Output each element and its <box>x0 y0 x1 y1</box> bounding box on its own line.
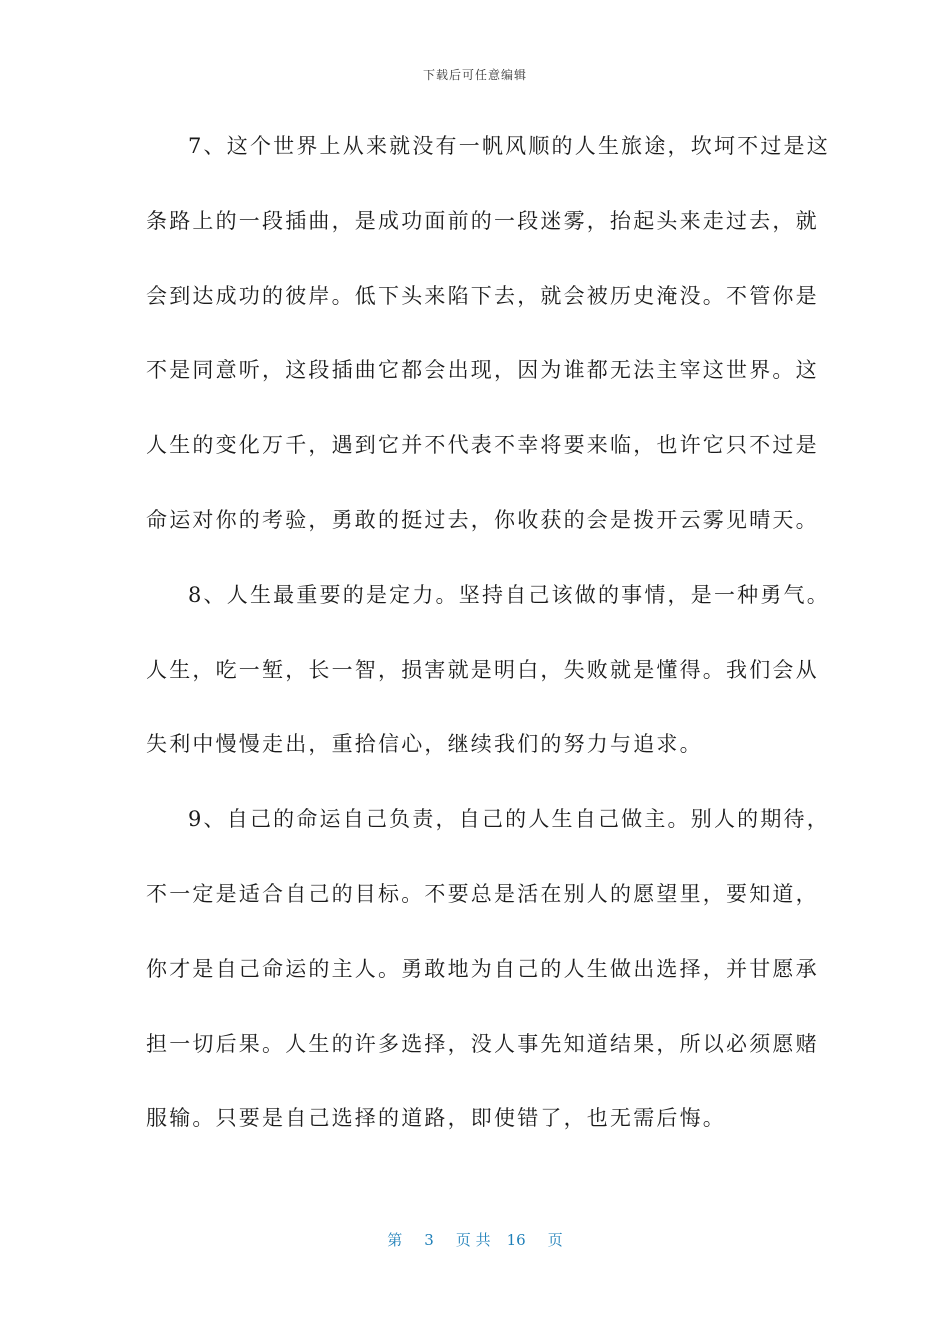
text-line: 你才是自己命运的主人。勇敢地为自己的人生做出选择，并甘愿承 <box>146 956 819 981</box>
text-line: 条路上的一段插曲，是成功面前的一段迷雾，抬起头来走过去，就 <box>146 208 819 233</box>
text-line: 失利中慢慢走出，重拾信心，继续我们的努力与追求。 <box>146 732 703 757</box>
header-note: 下载后可任意编辑 <box>422 68 527 82</box>
footer-page-number: 3 <box>424 1231 434 1249</box>
footer-suffix: 页 <box>547 1231 563 1249</box>
text-line: 担一切后果。人生的许多选择，没人事先知道结果，所以必须愿赌 <box>146 1031 819 1056</box>
footer-prefix: 第 <box>387 1231 403 1249</box>
text-line: 不一定是适合自己的目标。不要总是活在别人的愿望里，要知道， <box>146 881 819 906</box>
footer-total-pages: 16 <box>506 1231 526 1249</box>
text-line: 会到达成功的彼岸。低下头来陷下去，就会被历史淹没。不管你是 <box>146 283 819 308</box>
page-footer <box>0 1229 950 1250</box>
text-line: 7、这个世界上从来就没有一帆风顺的人生旅途，坎坷不过是这 <box>188 134 830 158</box>
document-body <box>146 126 830 1173</box>
text-line: 命运对你的考验，勇敢的挺过去，你收获的会是拨开云雾见晴天。 <box>146 507 819 532</box>
text-line: 服输。只要是自己选择的道路，即使错了，也无需后悔。 <box>146 1106 726 1131</box>
text-line: 8、人生最重要的是定力。坚持自己该做的事情，是一种勇气。 <box>188 582 830 607</box>
text-line: 不是同意听，这段插曲它都会出现，因为谁都无法主宰这世界。这 <box>146 358 819 383</box>
text-line: 人生的变化万千，遇到它并不代表不幸将要来临，也许它只不过是 <box>146 433 819 458</box>
footer-mid: 页 共 <box>455 1231 491 1249</box>
paragraph-8 <box>146 575 830 799</box>
paragraph-9 <box>146 799 830 1173</box>
text-line: 人生，吃一堑，长一智，损害就是明白，失败就是懂得。我们会从 <box>146 657 819 682</box>
text-line: 9、自己的命运自己负责，自己的人生自己做主。别人的期待， <box>188 807 830 832</box>
paragraph-7 <box>146 126 830 575</box>
